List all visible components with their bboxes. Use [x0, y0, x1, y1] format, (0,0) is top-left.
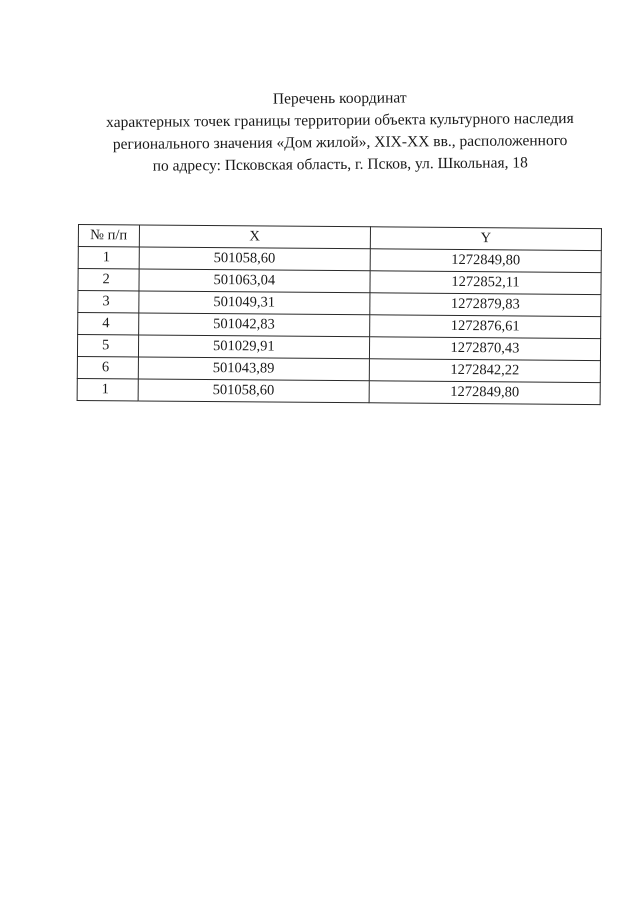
header-point-number: № п/п	[78, 225, 139, 247]
document-title	[60, 86, 621, 179]
cell-point-number: 2	[78, 269, 139, 291]
cell-y: 1272852,11	[370, 271, 601, 295]
table-row	[77, 378, 600, 404]
header-y: Y	[370, 227, 601, 251]
cell-y: 1272849,80	[369, 381, 600, 405]
cell-y: 1272870,43	[369, 337, 600, 361]
cell-point-number: 3	[78, 291, 139, 313]
cell-point-number: 6	[77, 356, 138, 378]
cell-point-number: 1	[78, 247, 139, 269]
cell-x: 501029,91	[138, 335, 370, 359]
cell-x: 501058,60	[138, 379, 370, 403]
cell-y: 1272849,80	[370, 249, 601, 273]
cell-point-number: 5	[77, 335, 138, 357]
cell-point-number: 4	[78, 313, 139, 335]
title-line: регионального значения «Дом жилой», XIX-XX вв., расположенного	[112, 132, 568, 153]
title-line: характерных точек границы территории объекта культурного наследия	[106, 109, 574, 132]
title-line: Перечень координат	[272, 89, 407, 108]
coordinates-table	[77, 224, 602, 405]
cell-x: 501049,31	[138, 291, 370, 315]
cell-x: 501058,60	[139, 247, 371, 271]
cell-point-number: 1	[77, 378, 138, 400]
cell-y: 1272879,83	[370, 293, 601, 317]
cell-x: 501063,04	[139, 269, 371, 293]
cell-y: 1272842,22	[369, 359, 600, 383]
header-x: X	[139, 225, 371, 249]
cell-y: 1272876,61	[370, 315, 601, 339]
cell-x: 501042,83	[138, 313, 370, 337]
title-line: по адресу: Псковская область, г. Псков, ул. Школьная, 18	[152, 154, 528, 175]
cell-x: 501043,89	[138, 357, 370, 381]
